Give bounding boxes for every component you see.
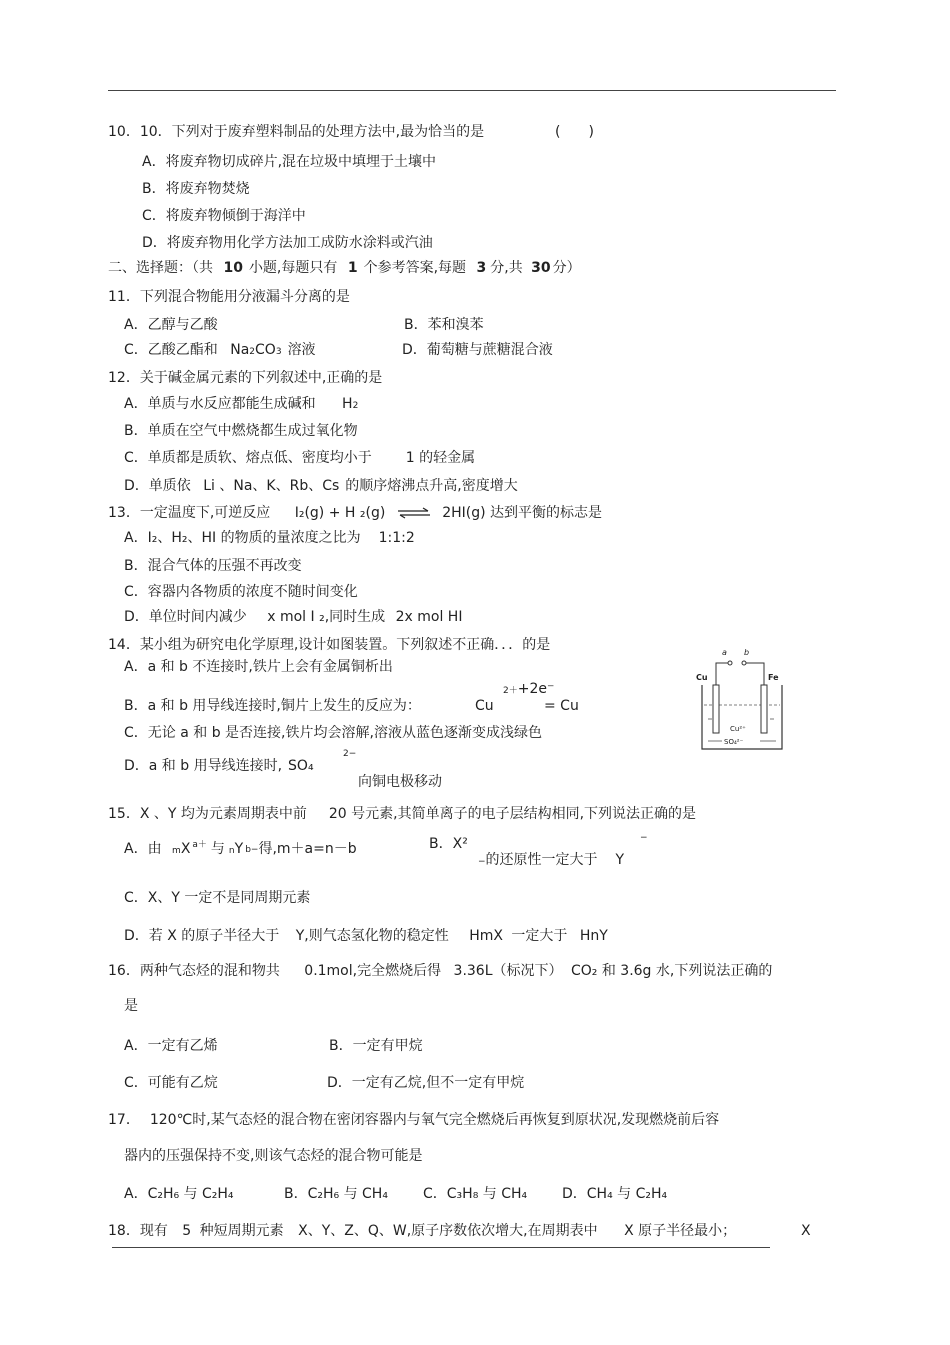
q16-stem-line2: 是 [124, 998, 138, 1014]
q17-option-a: A．C₂H₆ 与 C₂H₄ [124, 1186, 234, 1202]
q15-a-charge-b: b− [245, 845, 259, 855]
q17-stem-text: 120℃时,某气态烃的混合物在密闭容器内与氧气完全燃烧后再恢复到原状况,发现燃烧前后容 [149, 1112, 720, 1128]
q13-a-text: A．I₂、H₂、HI 的物质的量浓度之比为 [124, 530, 361, 546]
copper-label: Cu [696, 673, 708, 682]
q15-stem-text: 15．X 、Y 均为元素周期表中前 [108, 806, 307, 822]
q13-product: 2HI(g) [442, 505, 486, 521]
q12-d-list: Li 、Na、K、Rb、Cs [203, 478, 340, 494]
iron-label: Fe [768, 673, 779, 682]
copper-electrode [713, 685, 719, 733]
footer-rule [112, 1247, 770, 1248]
q15-d-hny: HnY [579, 928, 608, 944]
q13-option-b: B．混合气体的压强不再改变 [124, 558, 302, 574]
q13-d-mid: x mol I ₂,同时生成 [267, 609, 386, 625]
q12-option-c [124, 449, 475, 467]
q12-d-post: 的顺序熔沸点升高,密度增大 [345, 478, 518, 494]
q15-option-d [124, 927, 608, 945]
q14-option-d [124, 757, 314, 775]
q14-option-a: A．a 和 b 不连接时,铁片上会有金属铜析出 [124, 659, 393, 675]
section-answer-count: 1 [347, 260, 358, 276]
q15-a-x: X [180, 841, 191, 857]
q11-c-co: CO [255, 342, 276, 358]
q17-stem-line2: 器内的压强保持不变,则该气态烃的混合物可能是 [124, 1148, 423, 1164]
q14-b-electrons: +2e⁻ [517, 681, 555, 697]
q15-d-text: D．若 X 的原子半径大于 [124, 928, 280, 944]
q11-c-post: 溶液 [287, 342, 316, 358]
q11-option-a: A．乙醇与乙酸 [124, 317, 218, 333]
q10-option-c: C．将废弃物倾倒于海洋中 [142, 208, 306, 224]
section-count: 10 [223, 260, 243, 276]
q16-option-d: D．一定有乙烷,但不一定有甲烷 [327, 1075, 525, 1091]
q10-paren: ( ) [555, 124, 594, 140]
section-text-3: 个参考答案,每题 [363, 260, 467, 276]
q11-option-c [124, 341, 316, 361]
q14-d-post: 向铜电极移动 [358, 774, 442, 790]
q18-stem-text: 18．现有 [108, 1223, 168, 1239]
q15-d-hmx: HmX [469, 928, 503, 944]
cu-ion-label: Cu²⁺ [730, 725, 746, 733]
q14-option-b: B．a 和 b 用导线连接时,铜片上发生的反应为： [124, 698, 421, 714]
q15-option-a [124, 840, 357, 860]
q17-stem [108, 1111, 719, 1129]
equilibrium-arrow-icon [396, 507, 432, 519]
q11-stem: 11．下列混合物能用分液漏斗分离的是 [108, 289, 350, 305]
q17-number: 17． [108, 1112, 140, 1128]
q10-option-a: A．将废弃物切成碎片,混在垃圾中填埋于土壤中 [142, 154, 437, 170]
q17-option-d: D．CH₄ 与 C₂H₄ [562, 1186, 668, 1202]
q13-stem-post: 达到平衡的标志是 [490, 505, 603, 521]
q12-a-h: H [342, 396, 353, 412]
q16-stem-text: 16．两种气态烃的混和物共 [108, 963, 280, 979]
q15-a-m: m [172, 846, 181, 856]
q16-products: CO₂ 和 3.6g 水,下列说法正确的 [570, 963, 773, 979]
q12-d-text: D．单质依 [124, 478, 191, 494]
q16-volume: 3.36L（标况下） [453, 963, 563, 979]
q11-c-sub2: 2 [249, 347, 256, 357]
q15-a-y: Y [234, 841, 244, 857]
q14-d-text: D．a 和 b 用导线连接时, [124, 758, 283, 774]
q15-b-charge-x: − [478, 857, 486, 867]
q15-b-charge-y: − [640, 833, 648, 843]
q14-b-eq: = Cu [544, 698, 579, 714]
q12-stem: 12．关于碱金属元素的下列叙述中,正确的是 [108, 370, 383, 386]
q13-option-d [124, 608, 462, 626]
q14-d-so4: SO₄ [288, 758, 314, 774]
q14-b-cu: Cu [475, 698, 494, 714]
q18-count: 5 [182, 1223, 192, 1239]
q15-b-rest [478, 851, 624, 871]
q14-b-sup: 2＋ [503, 686, 518, 696]
q18-stem [108, 1222, 736, 1240]
section-points-total: 30 [531, 260, 551, 276]
q15-b-y: Y [615, 852, 625, 868]
q16-option-b: B．一定有甲烷 [329, 1038, 423, 1054]
q10-option-b: B．将废弃物焚烧 [142, 181, 250, 197]
q11-c-text: C．乙酸乙酯和 [124, 342, 218, 358]
q16-option-c: C．可能有乙烷 [124, 1075, 218, 1091]
terminal-a-icon [728, 661, 732, 665]
q11-c-sub3: 3 [275, 347, 282, 357]
section-text-5: 分） [552, 260, 581, 276]
q15-a-n: n [228, 846, 235, 856]
q10-number: 10． [108, 124, 140, 140]
q15-d-mid: Y,则气态氢化物的稳定性 [295, 928, 449, 944]
sulfate-ion-label: SO₄²⁻ [724, 738, 744, 746]
q12-c-text: C．单质都是质软、熔点低、密度均小于 [124, 450, 372, 466]
q13-option-a [124, 529, 415, 547]
q13-stem-text: 13．一定温度下,可逆反应 [108, 505, 271, 521]
q18-mid: 种短周期元素 [199, 1223, 284, 1239]
q15-a-charge: a＋ [192, 840, 207, 850]
terminal-a-label: a [722, 648, 727, 657]
q15-a-text: A．由 [124, 841, 162, 857]
q12-option-a [124, 395, 358, 415]
q10-text: 10．下列对于废弃塑料制品的处理方法中,最为恰当的是 [139, 124, 485, 140]
terminal-b-label: b [744, 648, 750, 657]
q13-reactants: I₂(g) + H ₂(g) [294, 505, 386, 521]
q11-c-na: Na [230, 342, 250, 358]
section-points-each: 3 [476, 260, 487, 276]
q12-c-post: 1 的轻金属 [405, 450, 476, 466]
q15-a-post: 得,m＋a=n－b [258, 841, 357, 857]
q13-d-post: 2x mol HI [395, 609, 463, 625]
q15-option-c: C．X、Y 一定不是同周期元素 [124, 890, 311, 906]
header-rule [108, 90, 836, 91]
q17-option-b: B．C₂H₆ 与 CH₄ [284, 1186, 388, 1202]
section-text-1: 二、选择题：（共 [108, 260, 213, 276]
section-text-2: 小题,每题只有 [248, 260, 338, 276]
q18-elements: X、Y、Z、Q、W,原子序数依次增大,在周期表中 [298, 1223, 598, 1239]
q12-a-sub2: 2 [352, 401, 359, 411]
section-text-4: 分,共 [490, 260, 523, 276]
q16-stem [108, 962, 772, 980]
q15-b-mid: 的还原性一定大于 [485, 852, 598, 868]
q14-d-charge: 2− [343, 749, 357, 759]
q15-d-mid2: 一定大于 [511, 928, 568, 944]
q10-stem [108, 123, 484, 141]
q12-a-text: A．单质与水反应都能生成碱和 [124, 396, 316, 412]
section-heading [108, 259, 581, 277]
q14-option-c: C．无论 a 和 b 是否连接,铁片均会溶解,溶液从蓝色逐渐变成浅绿色 [124, 725, 542, 741]
q13-d-text: D．单位时间内减少 [124, 609, 247, 625]
q14-stem: 14．某小组为研究电化学原理,设计如图装置。下列叙述不正确．．．的是 [108, 637, 551, 653]
q11-option-d: D．葡萄糖与蔗糖混合液 [402, 342, 553, 358]
q15-a-with: 与 [210, 841, 225, 857]
q11-option-b: B．苯和溴苯 [404, 317, 484, 333]
q12-option-d [124, 477, 518, 495]
q15-stem-rest: 20 号元素,其简单离子的电子层结构相同,下列说法正确的是 [328, 806, 697, 822]
iron-electrode [761, 685, 767, 733]
q13-stem [108, 504, 602, 522]
q15-stem [108, 805, 696, 823]
q16-amount: 0.1mol,完全燃烧后得 [304, 963, 442, 979]
q18-post: X 原子半径最小； [624, 1223, 737, 1239]
terminal-b-icon [742, 661, 746, 665]
q13-a-ratio: 1:1:2 [378, 530, 415, 546]
q17-option-c: C．C₃H₈ 与 CH₄ [423, 1186, 528, 1202]
q15-option-b: B．X² [429, 836, 468, 852]
q16-option-a: A．一定有乙烯 [124, 1038, 218, 1054]
q10-option-d: D．将废弃物用化学方法加工成防水涂料或汽油 [142, 235, 433, 251]
q18-tail: X [801, 1223, 811, 1239]
q12-option-b: B．单质在空气中燃烧都生成过氧化物 [124, 423, 358, 439]
q13-option-c: C．容器内各物质的浓度不随时间变化 [124, 584, 358, 600]
electrochemical-cell-diagram [694, 645, 790, 753]
